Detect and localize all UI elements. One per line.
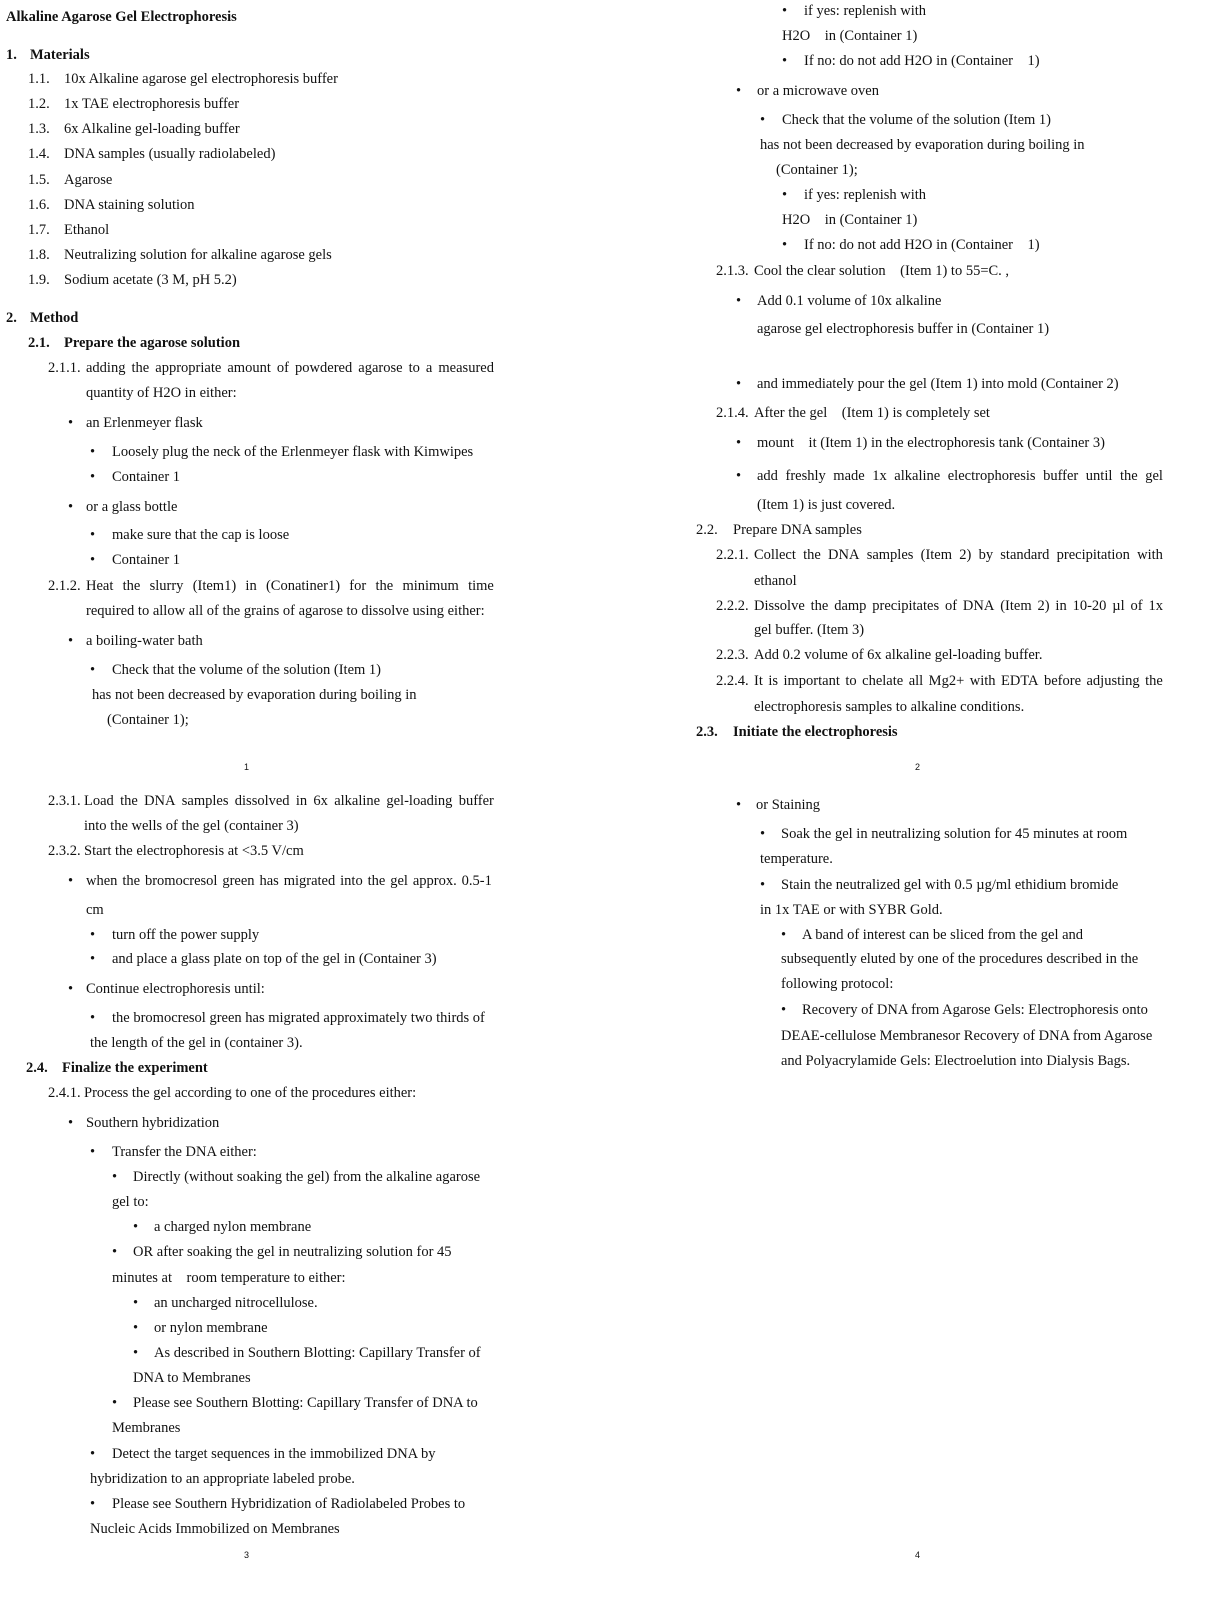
list-item-continuation: hybridization to an appropriate labeled probe. [90,1471,355,1487]
list-item-continuation: temperature. [760,851,833,867]
bullet-icon: • [90,1496,96,1512]
list-item: • Check that the volume of the solution (Item 1) [90,662,381,678]
list-item: • Add 0.1 volume of 10x alkaline [736,293,942,309]
list-item: • Transfer the DNA either: [90,1144,257,1160]
bullet-icon: • [736,797,742,813]
list-item: • the bromocresol green has migrated approximately two thirds of [90,1010,485,1026]
list-item: • and immediately pour the gel (Item 1) into mold (Container 2) [736,376,1119,392]
step-2-3-2: 2.3.2. Start the electrophoresis at <3.5 V/cm [48,843,304,859]
list-item: • If no: do not add H2O in (Container 1) [782,53,1040,69]
bullet-icon: • [782,187,788,203]
bullet-icon: • [90,552,96,568]
list-item-continuation: (Container 1); [107,712,189,728]
list-item: • Container 1 [90,469,181,485]
list-item: • if yes: replenish with [782,3,927,19]
list-item: • If no: do not add H2O in (Container 1) [782,237,1040,253]
list-item-continuation: subsequently eluted by one of the procedures described in the [781,951,1139,967]
list-item-continuation: DEAE-cellulose Membranesor Recovery of DNA from Agarose [781,1028,1153,1044]
list-item-continuation: has not been decreased by evaporation during boiling in [760,137,1085,153]
page-number: 2 [915,762,921,772]
bullet-icon: • [68,873,74,889]
bullet-icon: • [90,1144,96,1160]
list-item: • and place a glass plate on top of the gel in (Container 3) [90,951,437,967]
bullet-icon: • [112,1169,118,1185]
section-2-heading [6,309,78,327]
list-item: 1.5. Agarose [28,172,113,188]
bullet-icon: • [781,927,787,943]
list-item: 1.3. 6x Alkaline gel-loading buffer [28,121,240,137]
list-item [68,872,86,890]
list-item: • Directly (without soaking the gel) from the alkaline agarose [112,1169,481,1185]
list-item: • Detect the target sequences in the immobilized DNA by [90,1446,436,1462]
list-item: • Container 1 [90,552,181,568]
step-2-2-2-line1: Dissolve the damp precipitates of DNA (Item 2) in 10-20 µl of 1x [754,598,1163,614]
section-label: Materials [30,47,90,63]
step-2-2-1-line1: Collect the DNA samples (Item 2) by standard precipitation with [754,547,1163,563]
bullet-icon: • [736,83,742,99]
bullet-icon: • [736,468,742,484]
list-item-continuation: (Container 1); [776,162,858,178]
section-2-1-heading: 2.1. Prepare the agarose solution [28,335,241,351]
list-item: • if yes: replenish with [782,187,927,203]
list-item-justified-line: add freshly made 1x alkaline electrophoresis buffer until the gel [757,468,1163,484]
list-item: • or Staining [736,797,821,813]
page-number: 1 [244,762,250,772]
list-item [736,467,757,485]
list-item-continuation: gel to: [112,1194,149,1210]
bullet-icon: • [90,927,96,943]
list-item-continuation: and Polyacrylamide Gels: Electroelution into Dialysis Bags. [781,1053,1131,1069]
section-1-heading [6,46,90,64]
step-2-2-3: 2.2.3. Add 0.2 volume of 6x alkaline gel-loading buffer. [716,647,1043,663]
list-item: 1.1. 10x Alkaline agarose gel electrophoresis buffer [28,71,338,87]
list-item: 1.9. Sodium acetate (3 M, pH 5.2) [28,272,237,288]
bullet-icon: • [782,53,788,69]
bullet-icon: • [133,1219,139,1235]
section-2-4-heading: 2.4. Finalize the experiment [26,1060,208,1076]
step-2-1-2-number: 2.1.2. [48,578,81,594]
step-2-2-4-number: 2.2.4. [716,673,749,689]
list-item: • A band of interest can be sliced from the gel and [781,927,1084,943]
list-item: • Recovery of DNA from Agarose Gels: Electrophoresis onto [781,1002,1148,1018]
list-item: • Check that the volume of the solution (Item 1) [760,112,1051,128]
bullet-icon: • [68,499,74,515]
list-item-continuation: DNA to Membranes [133,1370,251,1386]
list-item-continuation: minutes at room temperature to either: [112,1270,346,1286]
list-item-continuation: H2O in (Container 1) [782,28,918,44]
bullet-icon: • [90,444,96,460]
page-number: 4 [915,1550,921,1560]
list-item: • Stain the neutralized gel with 0.5 µg/ml ethidium bromide [760,877,1119,893]
bullet-icon: • [760,877,766,893]
list-item: • OR after soaking the gel in neutralizing solution for 45 [112,1244,452,1260]
bullet-icon: • [736,435,742,451]
step-2-2-4-line2: electrophoresis samples to alkaline conditions. [754,699,1025,715]
bullet-icon: • [68,633,74,649]
step-2-1-3: 2.1.3. Cool the clear solution (Item 1) to 55=C. , [716,263,1010,279]
step-2-1-1-number: 2.1.1. [48,360,81,376]
list-item-continuation: (Item 1) is just covered. [757,497,896,513]
list-item: • Soak the gel in neutralizing solution for 45 minutes at room [760,826,1128,842]
list-item: • Please see Southern Hybridization of Radiolabeled Probes to [90,1496,466,1512]
bullet-icon: • [133,1320,139,1336]
list-item-continuation: has not been decreased by evaporation during boiling in [92,687,417,703]
list-item: • turn off the power supply [90,927,260,943]
list-item: • or nylon membrane [133,1320,268,1336]
step-2-4-1: 2.4.1. Process the gel according to one of the procedures either: [48,1085,417,1101]
bullet-icon: • [760,112,766,128]
list-item: • an Erlenmeyer flask [68,415,203,431]
list-item-continuation: the length of the gel in (container 3). [90,1035,303,1051]
list-item: • mount it (Item 1) in the electrophoresis tank (Container 3) [736,435,1105,451]
bullet-icon: • [112,1395,118,1411]
bullet-icon: • [112,1244,118,1260]
step-2-2-2-number: 2.2.2. [716,598,749,614]
list-item: • Loosely plug the neck of the Erlenmeyer flask with Kimwipes [90,444,474,460]
list-item: 1.2. 1x TAE electrophoresis buffer [28,96,240,112]
bullet-icon: • [782,3,788,19]
bullet-icon: • [133,1295,139,1311]
step-2-3-1-line1: Load the DNA samples dissolved in 6x alkaline gel-loading buffer [84,793,494,809]
document-title: Alkaline Agarose Gel Electrophoresis [6,9,237,25]
list-item-continuation: cm [86,902,104,918]
list-item: 1.4. DNA samples (usually radiolabeled) [28,146,276,162]
list-item-continuation: in 1x TAE or with SYBR Gold. [760,902,943,918]
list-item: • or a glass bottle [68,499,178,515]
list-item: • make sure that the cap is loose [90,527,290,543]
section-2-2-heading: 2.2. Prepare DNA samples [696,522,862,538]
step-2-3-1-line2: into the wells of the gel (container 3) [84,818,299,834]
list-item: • Continue electrophoresis until: [68,981,265,997]
list-item-justified-line: when the bromocresol green has migrated into the gel approx. 0.5-1 [86,873,492,889]
bullet-icon: • [782,237,788,253]
bullet-icon: • [90,662,96,678]
bullet-icon: • [760,826,766,842]
section-number: 1. [6,47,17,63]
bullet-icon: • [68,415,74,431]
list-item: • an uncharged nitrocellulose. [133,1295,318,1311]
bullet-icon: • [781,1002,787,1018]
bullet-icon: • [90,1010,96,1026]
bullet-icon: • [133,1345,139,1361]
section-2-3-heading: 2.3. Initiate the electrophoresis [696,724,898,740]
section-label: Method [30,310,79,326]
section-number: 2. [6,310,17,326]
list-item-continuation: Membranes [112,1420,181,1436]
bullet-icon: • [90,1446,96,1462]
list-item: • Please see Southern Blotting: Capillary Transfer of DNA to [112,1395,478,1411]
list-item: 1.7. Ethanol [28,222,110,238]
list-item: • or a microwave oven [736,83,879,99]
step-2-2-1-number: 2.2.1. [716,547,749,563]
list-item-continuation: following protocol: [781,976,894,992]
bullet-icon: • [68,981,74,997]
list-item-continuation: Nucleic Acids Immobilized on Membranes [90,1521,340,1537]
step-2-1-4: 2.1.4. After the gel (Item 1) is completely set [716,405,990,421]
step-2-1-2-line1: Heat the slurry (Item1) in (Conatiner1) for the minimum time [86,578,494,594]
list-item: 1.8. Neutralizing solution for alkaline agarose gels [28,247,332,263]
bullet-icon: • [736,376,742,392]
bullet-icon: • [90,951,96,967]
list-item-continuation: H2O in (Container 1) [782,212,918,228]
list-item: • a boiling-water bath [68,633,203,649]
step-2-2-2-line2: gel buffer. (Item 3) [754,622,865,638]
bullet-icon: • [68,1115,74,1131]
step-2-1-1-line1: adding the appropriate amount of powdered agarose to a measured [86,360,494,376]
step-2-1-1-line2: quantity of H2O in either: [86,385,237,401]
page-number: 3 [244,1550,250,1560]
list-item-continuation: agarose gel electrophoresis buffer in (Container 1) [757,321,1050,337]
step-2-3-1-number: 2.3.1. [48,793,81,809]
step-2-2-4-line1: It is important to chelate all Mg2+ with EDTA before adjusting the [754,673,1163,689]
list-item: 1.6. DNA staining solution [28,197,195,213]
bullet-icon: • [90,527,96,543]
step-2-2-1-line2: ethanol [754,573,797,589]
bullet-icon: • [90,469,96,485]
list-item: • As described in Southern Blotting: Capillary Transfer of [133,1345,481,1361]
step-2-1-2-line2: required to allow all of the grains of agarose to dissolve using either: [86,603,485,619]
bullet-icon: • [736,293,742,309]
list-item: • a charged nylon membrane [133,1219,312,1235]
list-item: • Southern hybridization [68,1115,220,1131]
